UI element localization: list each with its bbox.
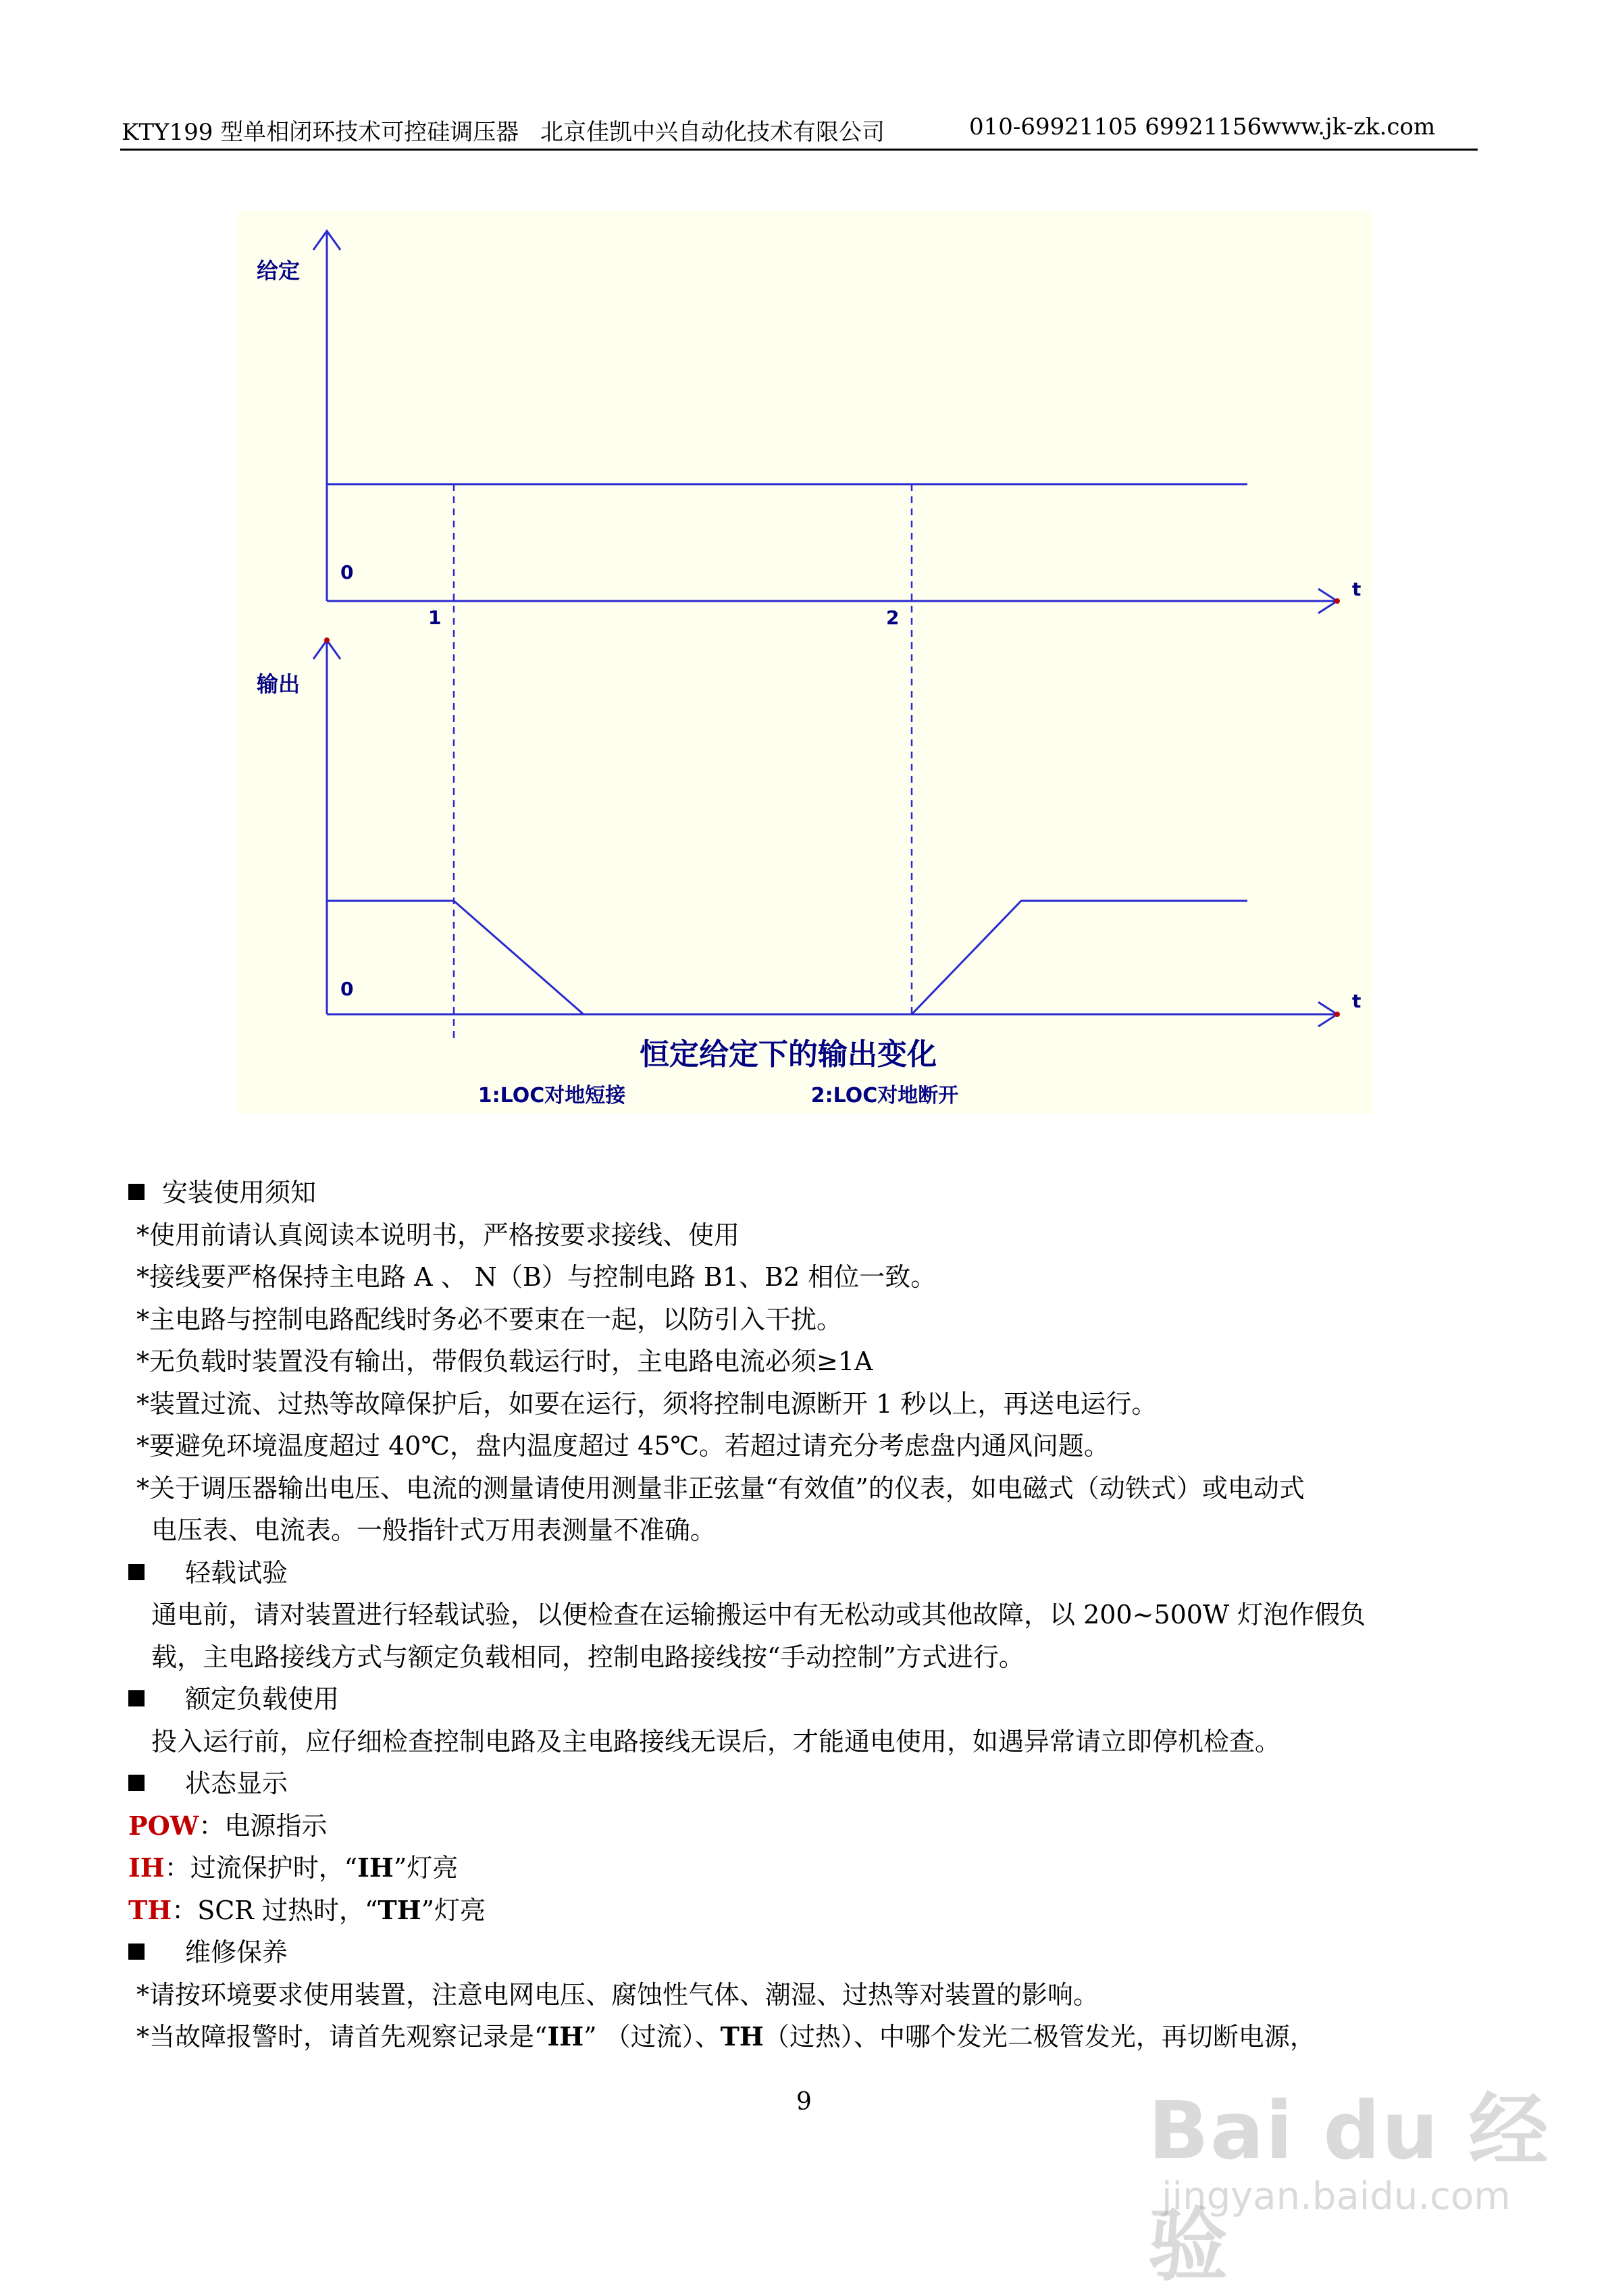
page-number: 9 (796, 2088, 812, 2116)
install-item: *无负载时装置没有输出，带假负载运行时，主电路电流必须≥1A (136, 1347, 873, 1376)
rated-load-text: 投入运行前，应仔细检查控制电路及主电路接线无误后，才能通电使用，如遇异常请立即停机检查。 (151, 1726, 1281, 1756)
section-heading-maintenance: 维修保养 (128, 1931, 1472, 1974)
section-heading-install: 安装使用须知 (128, 1172, 1472, 1214)
output-trace (327, 901, 1247, 1014)
bottom-y-marker (324, 637, 330, 643)
header-product: KTY199 型单相闭环技术可控硅调压器 (122, 119, 519, 146)
bottom-zero-label: 0 (340, 978, 354, 1000)
section-heading-status: 状态显示 (128, 1763, 1472, 1805)
bullet-square-icon (128, 1943, 145, 1960)
watermark-brand: Bai du 经验 (1148, 2084, 1550, 2292)
bullet-square-icon (128, 1564, 145, 1580)
page-content (128, 1172, 1472, 2058)
install-item: *要避免环境温度超过 40℃，盘内温度超过 45℃。若超过请充分考虑盘内通风问题。 (136, 1431, 1110, 1461)
maintenance-item: *请按环境要求使用装置，注意电网电压、腐蚀性气体、潮湿、过热等对装置的影响。 (136, 1979, 1099, 2010)
install-item: *接线要严格保持主电路 A 、 N（B）与控制电路 B1、B2 相位一致。 (136, 1262, 937, 1292)
section-heading-rated-load: 额定负载使用 (128, 1678, 1472, 1721)
bullet-square-icon (128, 1690, 145, 1706)
maintenance-item: *当故障报警时，请首先观察记录是“IH” （过流）、TH（过热）、中哪个发光二极管发光，再切断电源， (136, 2021, 1316, 2052)
top-zero-label: 0 (340, 561, 354, 583)
baidu-watermark (1148, 2066, 1553, 2292)
watermark-url: jingyan.baidu.com (1162, 2174, 1511, 2218)
header-website: www.jk-zk.com (1262, 113, 1436, 140)
timing-diagram (238, 211, 1372, 1114)
bottom-t-label: t (1352, 990, 1361, 1012)
timing-diagram-svg (238, 211, 1372, 1114)
bullet-square-icon (128, 1775, 145, 1791)
figure-legend-1: 1:LOC对地短接 (477, 1084, 626, 1107)
install-item: *使用前请认真阅读本说明书，严格按要求接线、使用 (136, 1220, 740, 1250)
header-phone: 010-69921105 69921156 (969, 113, 1262, 140)
light-load-text: 载，主电路接线方式与额定负载相同，控制电路接线按“手动控制”方式进行。 (151, 1642, 1025, 1672)
top-y-label: 给定 (257, 258, 301, 284)
event1-label: 1 (428, 606, 442, 629)
th-label: TH (128, 1894, 172, 1925)
top-t-label: t (1352, 578, 1361, 600)
pow-label: POW (128, 1810, 199, 1841)
top-arrow-marker (1334, 598, 1340, 604)
header-company: 北京佳凯中兴自动化技术有限公司 (540, 119, 885, 146)
install-item: 电压表、电流表。一般指针式万用表测量不准确。 (151, 1515, 717, 1545)
figure-legend-2: 2:LOC对地断开 (810, 1084, 959, 1107)
ih-label: IH (128, 1852, 165, 1883)
status-ih: IH：过流保护时，“IH”灯亮 (128, 1852, 459, 1883)
header-divider (120, 149, 1478, 151)
event2-label: 2 (886, 606, 900, 629)
install-item: *关于调压器输出电压、电流的测量请使用测量非正弦量“有效值”的仪表，如电磁式（动铁式）或电动式 (136, 1473, 1305, 1503)
install-item: *装置过流、过热等故障保护后，如要在运行，须将控制电源断开 1 秒以上，再送电运行。 (136, 1388, 1158, 1419)
status-pow: POW：电源指示 (128, 1810, 328, 1841)
bottom-y-label: 输出 (257, 671, 301, 697)
section-heading-light-load: 轻载试验 (128, 1552, 1472, 1594)
install-item: *主电路与控制电路配线时务必不要束在一起，以防引入干扰。 (136, 1304, 843, 1334)
figure-title: 恒定给定下的输出变化 (640, 1037, 937, 1072)
bullet-square-icon (128, 1184, 145, 1200)
light-load-text: 通电前，请对装置进行轻载试验，以便检查在运输搬运中有无松动或其他故障，以 200~500W 灯泡作假负 (151, 1600, 1366, 1629)
status-th: TH：SCR 过热时，“TH”灯亮 (128, 1894, 486, 1925)
bottom-arrow-marker (1334, 1012, 1340, 1017)
